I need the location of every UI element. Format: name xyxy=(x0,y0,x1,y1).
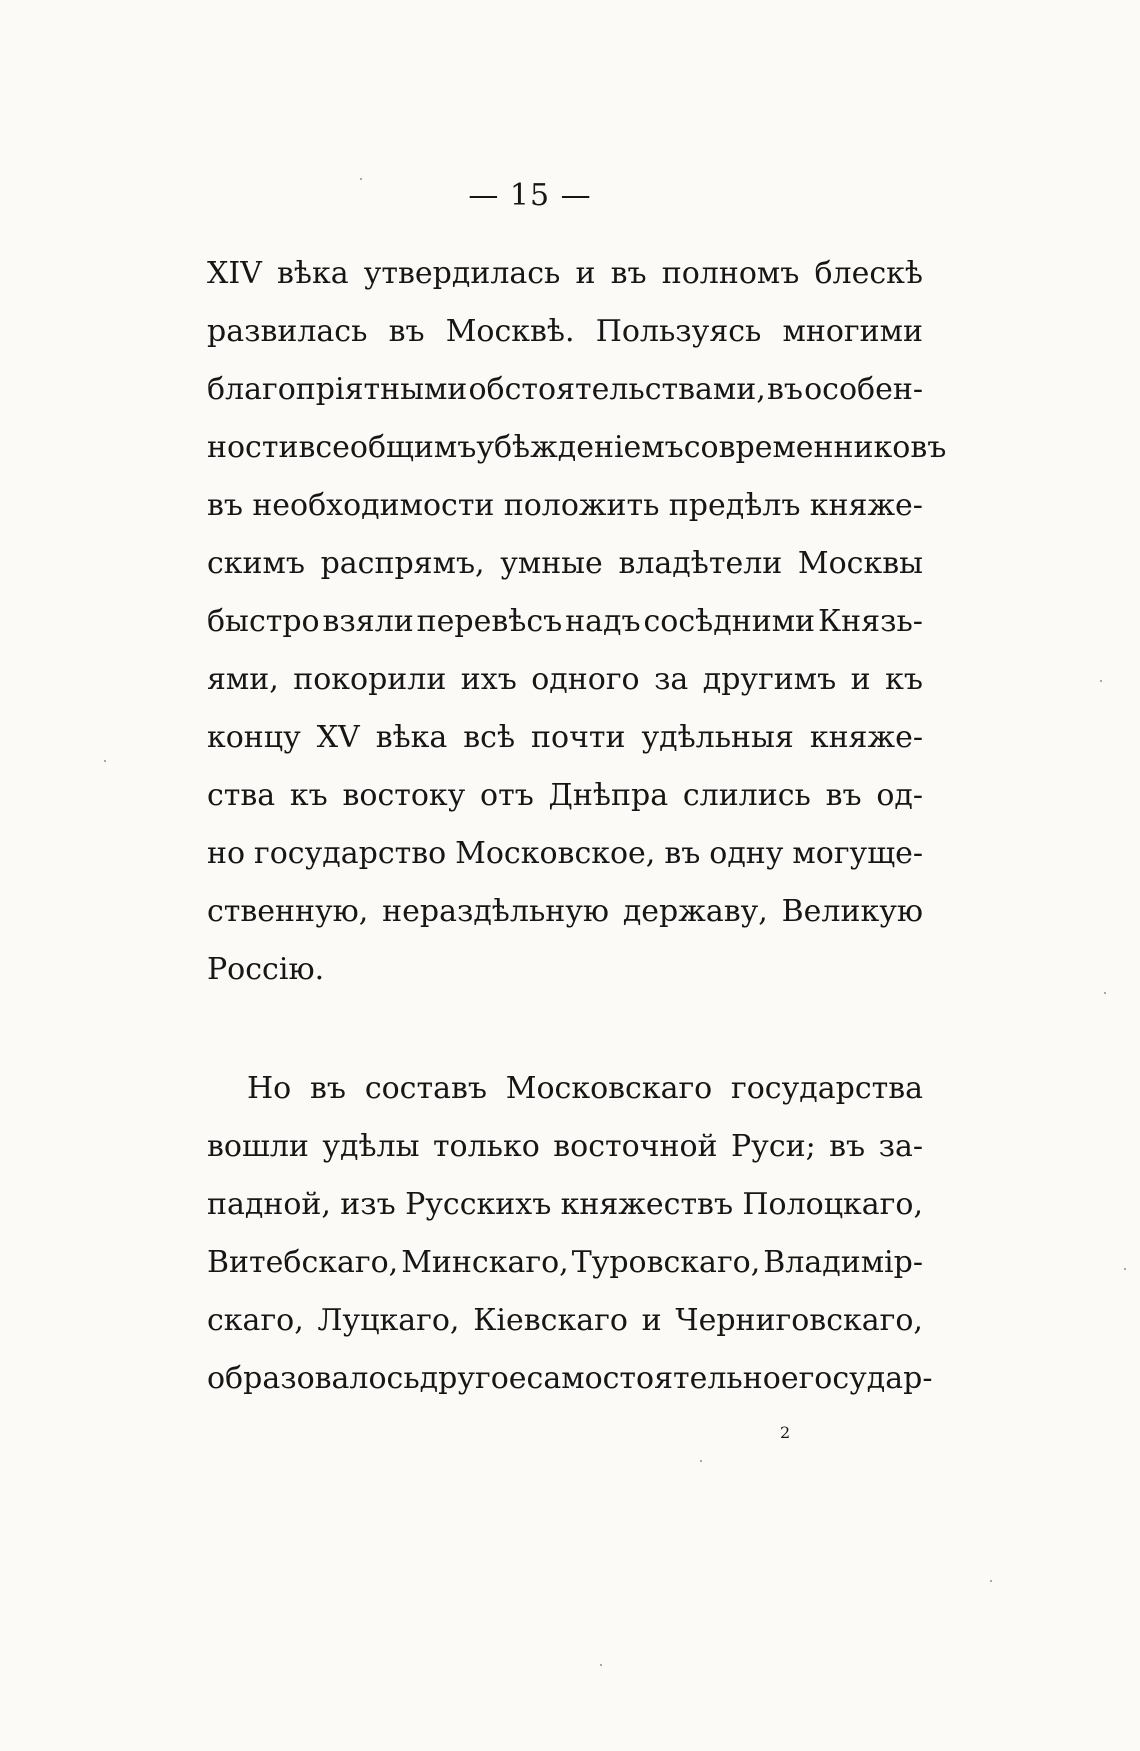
word: и xyxy=(575,256,596,291)
word: перевѣсъ xyxy=(416,604,563,639)
word: ности xyxy=(207,430,299,465)
text-line xyxy=(207,825,923,883)
word: за- xyxy=(878,1129,923,1164)
word: благопріятными xyxy=(207,372,468,407)
word: од- xyxy=(876,778,923,813)
text-line xyxy=(207,1118,923,1176)
word: самостоятельное xyxy=(526,1361,799,1396)
word: Полоцкаго, xyxy=(742,1187,923,1222)
word: скимъ xyxy=(207,546,305,581)
word: въ xyxy=(610,256,647,291)
word: сосѣдними xyxy=(643,604,816,639)
word: одну xyxy=(709,836,784,871)
word: современниковъ xyxy=(683,430,947,465)
word: почти xyxy=(531,720,626,755)
word: въ xyxy=(207,488,243,523)
paper-speck xyxy=(104,760,106,762)
word: владѣтели xyxy=(618,546,783,581)
word: въ xyxy=(310,1071,347,1106)
word: убѣжденіемъ xyxy=(476,430,684,465)
text-line: Россію. xyxy=(207,952,325,987)
word: Кіевскаго xyxy=(473,1303,628,1338)
text-line xyxy=(207,1234,923,1292)
word: ства xyxy=(207,778,276,813)
word: Луцкаго, xyxy=(317,1303,460,1338)
word: умные xyxy=(500,546,603,581)
word: Витебскаго, xyxy=(207,1245,399,1280)
paragraph-1 xyxy=(207,245,947,999)
word: государство xyxy=(254,836,447,871)
word: Днѣпра xyxy=(548,778,669,813)
word: отъ xyxy=(480,778,534,813)
word: Владимір- xyxy=(763,1245,923,1280)
word: удѣльныя xyxy=(641,720,794,755)
word: изъ xyxy=(340,1187,396,1222)
word: полномъ xyxy=(661,256,800,291)
text-line xyxy=(207,1292,923,1350)
word: образовалось xyxy=(207,1361,420,1396)
word: блескѣ xyxy=(814,256,923,291)
text-line xyxy=(207,303,923,361)
word: обстоятельствами, xyxy=(468,372,766,407)
word: утвердилась xyxy=(363,256,561,291)
word: другое xyxy=(419,1361,527,1396)
word: ями, xyxy=(207,662,279,697)
text-line xyxy=(207,1176,923,1234)
word: удѣлы xyxy=(322,1129,420,1164)
paper-speck xyxy=(1100,680,1102,682)
paper-speck xyxy=(990,1580,992,1582)
word: востоку xyxy=(342,778,466,813)
word: нераздѣльную xyxy=(382,894,610,929)
word: многими xyxy=(782,314,923,349)
text-line xyxy=(207,593,923,651)
paper-speck xyxy=(600,1664,602,1666)
text-line xyxy=(207,883,923,941)
text-line xyxy=(207,767,923,825)
word: вошли xyxy=(207,1129,309,1164)
word: Минскаго, xyxy=(401,1245,569,1280)
text-line xyxy=(207,1060,923,1118)
paper-speck xyxy=(1124,1268,1126,1270)
page-number: — 15 — xyxy=(468,178,592,213)
paper-speck xyxy=(700,1460,702,1462)
word: Москвы xyxy=(797,546,923,581)
text-line xyxy=(207,245,923,303)
word: всеобщимъ xyxy=(298,430,477,465)
word: одного xyxy=(531,662,640,697)
word: Пользуясь xyxy=(595,314,762,349)
word: составъ xyxy=(364,1071,487,1106)
signature-mark: 2 xyxy=(780,1423,791,1442)
text-line xyxy=(207,1350,933,1408)
word: Москвѣ. xyxy=(445,314,575,349)
word: княжествъ xyxy=(560,1187,734,1222)
word: падной, xyxy=(207,1187,331,1222)
word: Но xyxy=(247,1071,292,1106)
word: слились xyxy=(682,778,811,813)
word: всѣ xyxy=(463,720,516,755)
word: въ xyxy=(664,836,701,871)
word: концу xyxy=(207,720,301,755)
word: Туровскаго, xyxy=(571,1245,761,1280)
text-line xyxy=(207,361,923,419)
text-line xyxy=(207,651,923,709)
word: другимъ xyxy=(702,662,837,697)
word: вѣка xyxy=(277,256,349,291)
word: Московское, xyxy=(455,836,656,871)
word: къ xyxy=(289,778,328,813)
word: въ xyxy=(825,778,862,813)
text-line xyxy=(207,535,923,593)
word: и xyxy=(641,1303,662,1338)
word: Черниговскаго, xyxy=(675,1303,923,1338)
word: въ xyxy=(766,372,803,407)
word: положить xyxy=(503,488,660,523)
word: къ xyxy=(885,662,923,697)
word: за xyxy=(654,662,689,697)
word: XV xyxy=(316,720,360,755)
paper-speck xyxy=(1104,992,1106,994)
word: восточной xyxy=(553,1129,718,1164)
word: Великую xyxy=(781,894,923,929)
text-line xyxy=(207,709,923,767)
word: необходимости xyxy=(252,488,495,523)
word: XIV xyxy=(207,256,262,291)
word: надъ xyxy=(565,604,641,639)
text-line xyxy=(207,477,923,535)
word: предѣлъ xyxy=(668,488,801,523)
word: ихъ xyxy=(460,662,517,697)
word: государ- xyxy=(798,1361,933,1396)
word: Русскихъ xyxy=(405,1187,552,1222)
word: въ xyxy=(388,314,425,349)
word: могуще- xyxy=(792,836,923,871)
text-line xyxy=(207,419,947,477)
word: княже- xyxy=(809,488,923,523)
word: княже- xyxy=(809,720,923,755)
word: взяли xyxy=(322,604,414,639)
word: особен- xyxy=(804,372,923,407)
word: быстро xyxy=(207,604,320,639)
word: только xyxy=(432,1129,540,1164)
word: Руси; xyxy=(730,1129,816,1164)
word: вѣка xyxy=(375,720,448,755)
word: ственную, xyxy=(207,894,369,929)
word: покорили xyxy=(293,662,447,697)
word: державу, xyxy=(622,894,768,929)
word: распрямъ, xyxy=(320,546,485,581)
word: скаго, xyxy=(207,1303,304,1338)
word: развилась xyxy=(207,314,368,349)
paragraph-2 xyxy=(207,1060,933,1408)
paper-speck xyxy=(360,178,362,180)
word: и xyxy=(850,662,871,697)
word: государства xyxy=(731,1071,923,1106)
word: въ xyxy=(829,1129,866,1164)
word: Князь- xyxy=(817,604,923,639)
word: но xyxy=(207,836,246,871)
word: Московскаго xyxy=(505,1071,713,1106)
